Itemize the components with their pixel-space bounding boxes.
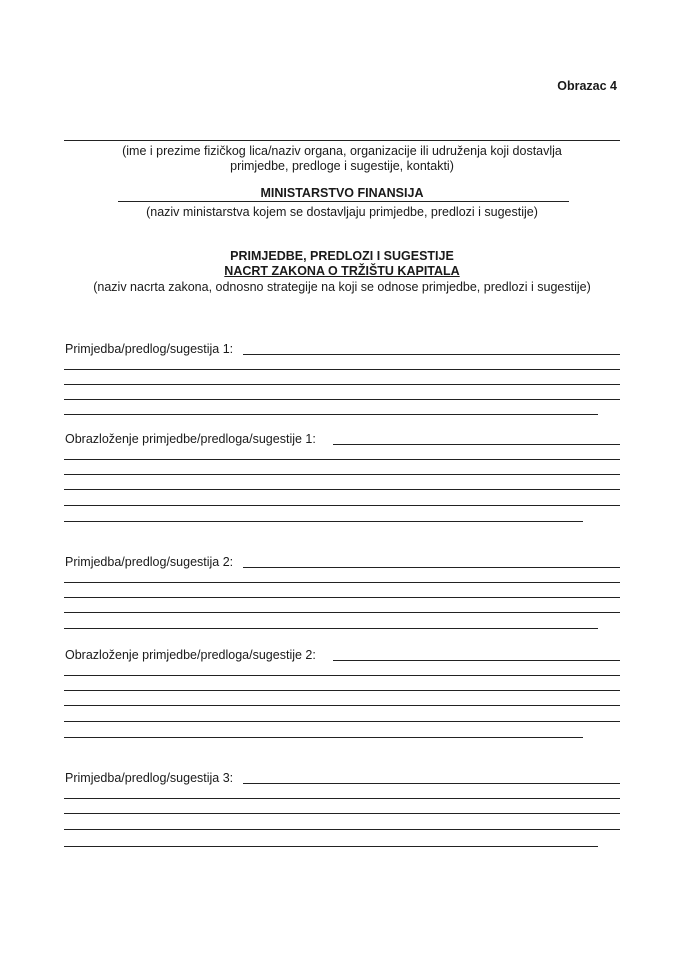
- fill-line[interactable]: [64, 459, 620, 460]
- fill-line[interactable]: [243, 783, 620, 784]
- form-number: Obrazac 4: [557, 79, 617, 93]
- submitter-caption-line2: primjedbe, predloge i sugestije, kontakti): [230, 159, 454, 173]
- section-label-2: Obrazloženje primjedbe/predloga/sugestije 1:: [65, 432, 316, 446]
- document-heading: PRIMJEDBE, PREDLOZI I SUGESTIJE: [230, 249, 454, 263]
- fill-line[interactable]: [243, 567, 620, 568]
- section-label-1: Primjedba/predlog/sugestija 1:: [65, 342, 234, 356]
- fill-line[interactable]: [64, 628, 598, 629]
- section-label-3: Primjedba/predlog/sugestija 2:: [65, 555, 234, 569]
- fill-line[interactable]: [64, 612, 620, 613]
- ministry-name: MINISTARSTVO FINANSIJA: [260, 186, 424, 200]
- fill-line[interactable]: [64, 798, 620, 799]
- ministry-caption: (naziv ministarstva kojem se dostavljaju primjedbe, predlozi i sugestije): [146, 205, 538, 219]
- fill-line[interactable]: [243, 354, 620, 355]
- fill-line[interactable]: [64, 474, 620, 475]
- fill-line[interactable]: [64, 521, 583, 522]
- fill-line[interactable]: [64, 505, 620, 506]
- fill-line[interactable]: [64, 597, 620, 598]
- fill-line[interactable]: [333, 660, 620, 661]
- section-label-4: Obrazloženje primjedbe/predloga/sugestije 2:: [65, 648, 316, 662]
- fill-line[interactable]: [64, 414, 598, 415]
- section-label-5: Primjedba/predlog/sugestija 3:: [65, 771, 234, 785]
- submitter-caption-line1: (ime i prezime fizičkog lica/naziv organa, organizacije ili udruženja koji dostavlja: [122, 144, 562, 158]
- fill-line[interactable]: [64, 675, 620, 676]
- fill-line[interactable]: [64, 489, 620, 490]
- fill-line[interactable]: [64, 690, 620, 691]
- fill-line[interactable]: [333, 444, 620, 445]
- fill-line[interactable]: [64, 737, 583, 738]
- fill-line[interactable]: [64, 813, 620, 814]
- fill-line[interactable]: [64, 399, 620, 400]
- fill-line[interactable]: [64, 829, 620, 830]
- fill-line[interactable]: [64, 369, 620, 370]
- document-caption: (naziv nacrta zakona, odnosno strategije na koji se odnose primjedbe, predlozi i sugestije): [93, 280, 591, 294]
- fill-line[interactable]: [64, 582, 620, 583]
- fill-line[interactable]: [64, 384, 620, 385]
- ministry-line: [118, 201, 569, 202]
- fill-line[interactable]: [64, 846, 598, 847]
- law-title: NACRT ZAKONA O TRŽIŠTU KAPITALA: [224, 264, 460, 278]
- fill-line[interactable]: [64, 721, 620, 722]
- fill-line[interactable]: [64, 705, 620, 706]
- submitter-line: [64, 140, 620, 141]
